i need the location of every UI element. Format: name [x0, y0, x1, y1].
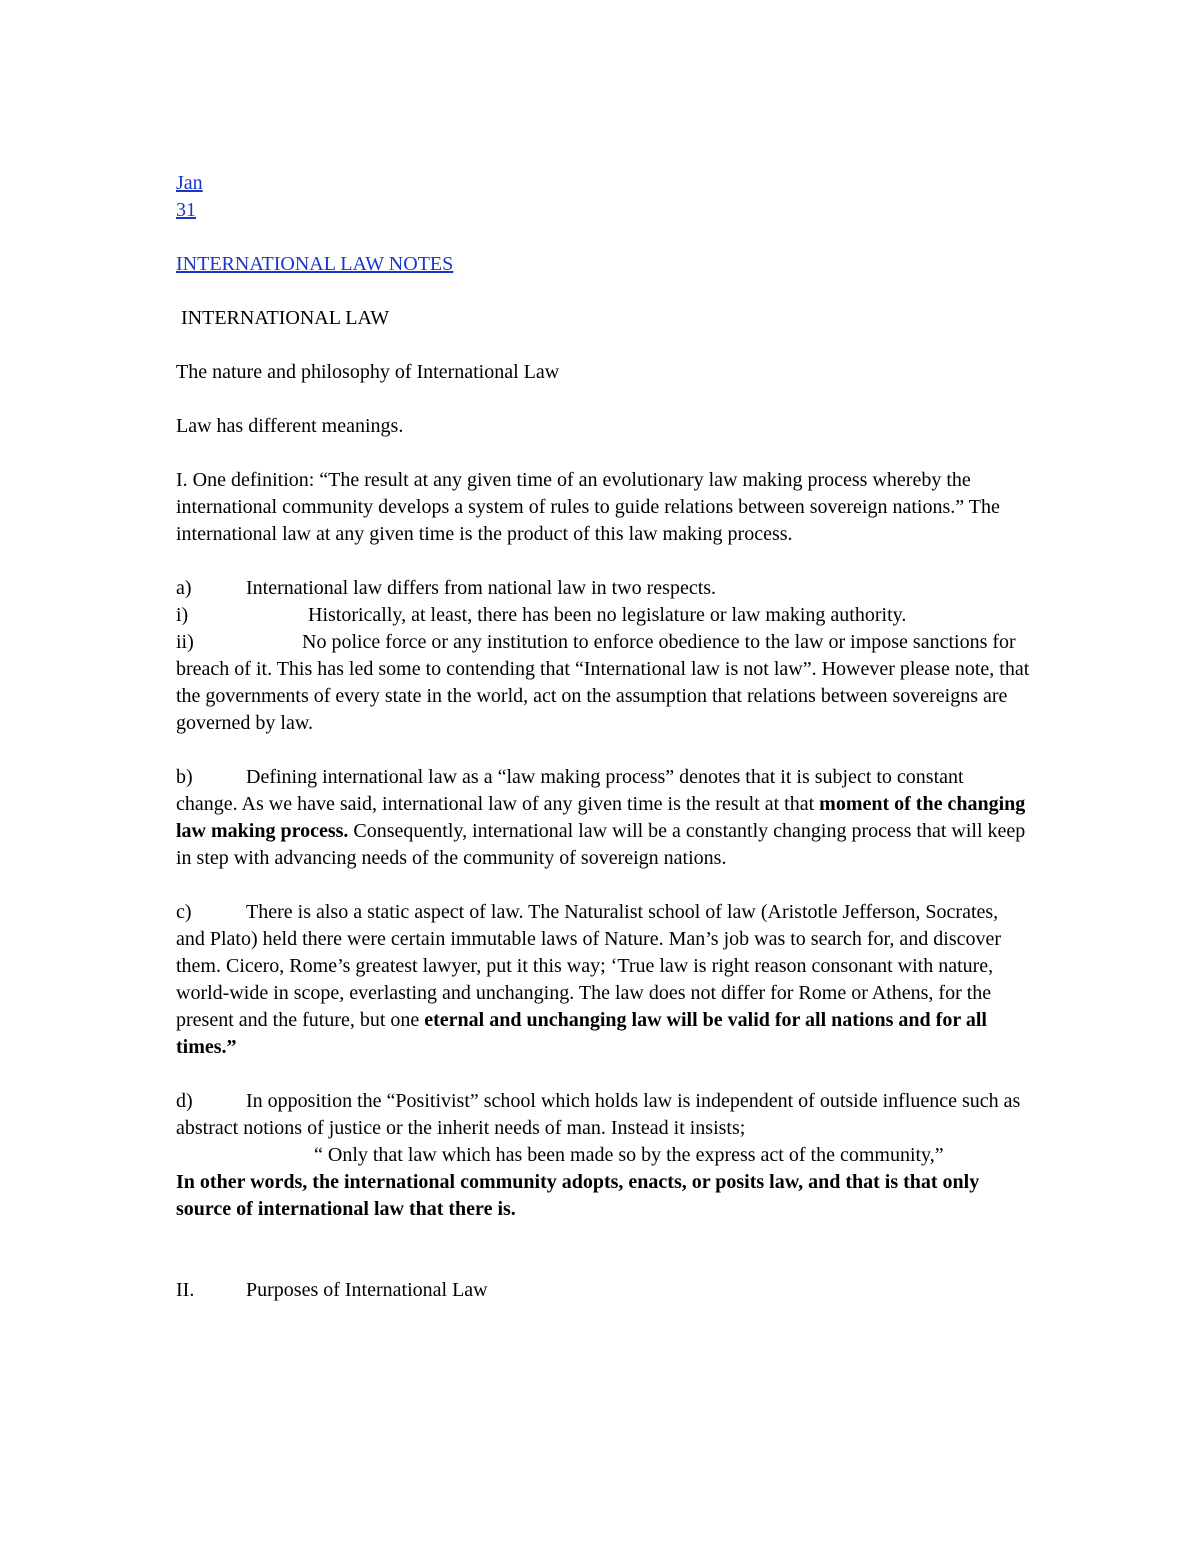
item-a-text: International law differs from national law in two respects.: [246, 577, 717, 599]
item-a-ii-text: No police force or any institution to enforce obedience to the law or impose sanctions for breach of it. This has led some to contending that “International law is not law”. However please note, that the governments of every state in the world, act on the assumption that relations between sovereigns are governed by law.: [176, 631, 1030, 734]
item-c-bold: eternal and unchanging law will be valid for all nations and for all times.”: [176, 1009, 987, 1058]
date-month-link[interactable]: Jan: [176, 172, 203, 194]
item-a-i: [176, 602, 1030, 629]
item-b-label: b): [176, 766, 193, 788]
item-a-label: a): [176, 577, 192, 599]
item-a-ii-label: ii): [176, 631, 194, 653]
item-c-text-1: There is also a static aspect of law. The Naturalist school of law (Aristotle Jefferson, Socrates, and Plato) held there were certain immutable laws of Nature. Man’s job was to search for, and discover them. Cicero, Rome’s greatest lawyer, put it this way; ‘True law is right reason consonant with nature, world-wide in scope, everlasting and unchanging. The law does not differ for Rome or Athens, for the present and the future, but one: [176, 901, 1002, 1031]
item-c: [176, 899, 1030, 1061]
item-d-quote: “ Only that law which has been made so by the express act of the community,”: [314, 1144, 944, 1166]
section-2-label: II.: [176, 1279, 195, 1301]
item-d-label: d): [176, 1090, 193, 1112]
item-b-bold: moment of the changing law making process.: [176, 793, 1026, 842]
item-c-label: c): [176, 901, 192, 923]
item-a-i-text: Historically, at least, there has been no legislature or law making authority.: [308, 604, 907, 626]
section-1-paragraph: I. One definition: “The result at any given time of an evolutionary law making process whereby the international community develops a system of rules to guide relations between sovereign nations.” The international law at any given time is the product of this law making process.: [176, 469, 1000, 545]
date-day-link[interactable]: 31: [176, 199, 196, 221]
item-d-bold: In other words, the international community adopts, enacts, or posits law, and that is that only source of international law that there is.: [176, 1171, 980, 1220]
item-a: [176, 575, 1030, 602]
item-b-text-2: Consequently, international law will be a constantly changing process that will keep in step with advancing needs of the community of sovereign nations.: [176, 820, 1026, 869]
heading: INTERNATIONAL LAW: [181, 307, 390, 329]
item-d: [176, 1088, 1030, 1142]
section-2-title: Purposes of International Law: [246, 1279, 488, 1301]
doc-title-link[interactable]: INTERNATIONAL LAW NOTES: [176, 253, 454, 275]
item-a-ii: [176, 629, 1030, 737]
item-a-i-label: i): [176, 604, 189, 626]
subheading: The nature and philosophy of International Law: [176, 361, 560, 383]
intro-paragraph: Law has different meanings.: [176, 415, 404, 437]
item-b-text-1: Defining international law as a “law making process” denotes that it is subject to constant change. As we have said, international law of any given time is the result at that: [176, 766, 964, 815]
item-d-text: In opposition the “Positivist” school which holds law is independent of outside influence such as abstract notions of justice or the inherit needs of man. Instead it insists;: [176, 1090, 1021, 1139]
item-b: [176, 764, 1030, 872]
section-2-heading: [176, 1277, 1030, 1304]
